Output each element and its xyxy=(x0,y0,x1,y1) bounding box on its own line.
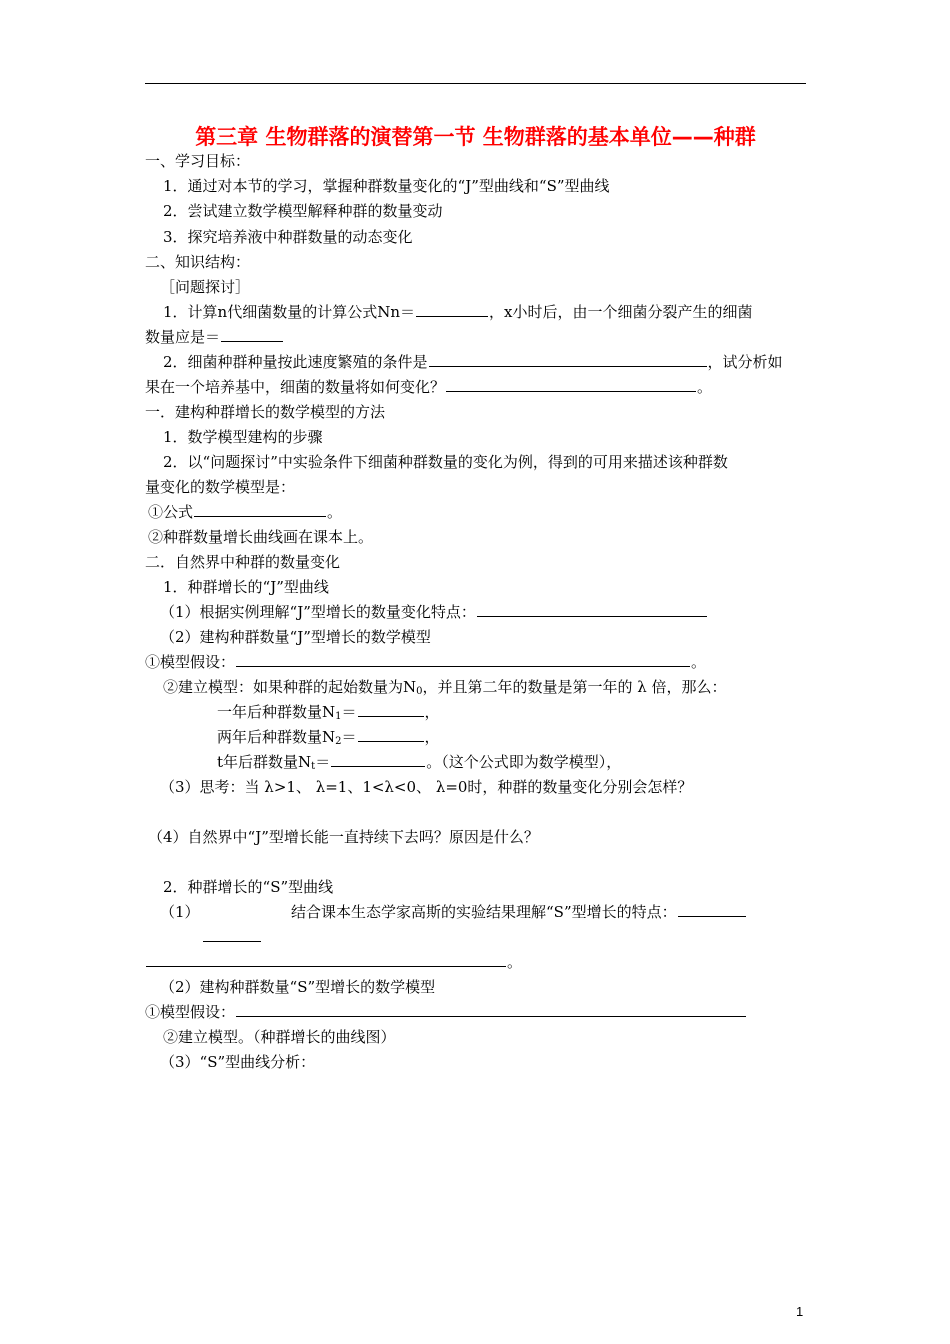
section-natural-change: 二．自然界中种群的数量变化 xyxy=(145,553,341,571)
t-year-line xyxy=(217,751,621,773)
answer-blank[interactable] xyxy=(477,601,707,617)
answer-blank[interactable] xyxy=(203,926,261,942)
period: 。 xyxy=(691,653,707,671)
answer-blank[interactable] xyxy=(678,901,746,917)
formula-note: 。（这个公式即为数学模型）， xyxy=(426,753,622,771)
subscript: t xyxy=(311,761,316,772)
section-model-method: 一．建构种群增长的数学模型的方法 xyxy=(145,403,386,421)
s-model-build: ②建立模型。（种群增长的曲线图） xyxy=(163,1028,396,1046)
question-1-line-2 xyxy=(145,326,284,348)
assumption-label: ①模型假设： xyxy=(145,1003,236,1021)
section-learning-goals: 一、学习目标： xyxy=(145,152,251,170)
question-1-text-2: 数量应是＝ xyxy=(145,328,221,346)
j-growth-question: （4）自然界中“J”型增长能一直持续下去吗？原因是什么？ xyxy=(148,828,539,846)
answer-blank[interactable] xyxy=(146,951,506,967)
question-2-text-cont: ，试分析如 xyxy=(707,353,783,371)
j-curve-heading: 1．种群增长的“J”型曲线 xyxy=(163,578,329,596)
period: 。 xyxy=(327,503,343,521)
answer-blank[interactable] xyxy=(429,351,707,367)
s-curve-heading: 2．种群增长的“S”型曲线 xyxy=(163,878,334,896)
comma: ， xyxy=(424,703,440,721)
j-model-build-line xyxy=(163,676,727,698)
s-curve-blank-line-3 xyxy=(145,951,522,973)
goal-1: 1．通过对本节的学习，掌握种群数量变化的“J”型曲线和“S”型曲线 xyxy=(163,177,610,195)
s-curve-feature-line xyxy=(160,901,200,923)
goal-3: 3．探究培养液中种群数量的动态变化 xyxy=(163,228,413,246)
j-model-assumption-line xyxy=(145,651,706,673)
s-curve-feature-text: 结合课本生态学家高斯的实验结果理解“S”型增长的特点： xyxy=(291,903,677,921)
answer-blank[interactable] xyxy=(236,651,690,667)
formula-label: ①公式 xyxy=(148,503,194,521)
j-curve-feature-line xyxy=(160,601,708,623)
item-example: 2．以“问题探讨”中实验条件下细菌种群数量的变化为例，得到的可用来描述该种群数 xyxy=(163,453,728,471)
answer-blank[interactable] xyxy=(194,501,326,517)
s-model-assumption-line xyxy=(145,1001,747,1023)
formula-line xyxy=(148,501,342,523)
answer-blank[interactable] xyxy=(331,751,425,767)
curve-note: ②种群数量增长曲线画在课本上。 xyxy=(148,528,374,546)
two-year-text: 两年后种群数量N xyxy=(217,728,336,746)
build-text: ②建立模型：如果种群的起始数量为N xyxy=(163,678,417,696)
think-question: （3）思考：当 λ>1、 λ=1、1<λ<0、 λ=0时，种群的数量变化分别会怎样？ xyxy=(160,778,693,796)
two-year-line xyxy=(217,726,440,748)
period: 。 xyxy=(507,953,523,971)
one-year-line xyxy=(217,701,440,723)
s-curve-feature-text-line xyxy=(291,901,747,923)
question-2-text-2: 果在一个培养基中，细菌的数量将如何变化？ xyxy=(145,378,446,396)
question-2-line-2 xyxy=(145,376,712,398)
question-1-text-cont: ，x小时后，由一个细菌分裂产生的细菌 xyxy=(489,303,753,321)
answer-blank[interactable] xyxy=(236,1001,746,1017)
question-2-text: 2．细菌种群种量按此速度繁殖的条件是 xyxy=(163,353,428,371)
j-curve-feature-text: （1）根据实例理解“J”型增长的数量变化特点： xyxy=(160,603,476,621)
document-title: 第三章 生物群落的演替第一节 生物群落的基本单位——种群 xyxy=(195,125,756,149)
subscript: 1 xyxy=(335,711,342,722)
answer-blank[interactable] xyxy=(358,726,424,742)
j-model-heading: （2）建构种群数量“J”型增长的数学模型 xyxy=(160,628,431,646)
question-2-line xyxy=(163,351,783,373)
one-year-text: 一年后种群数量N xyxy=(217,703,336,721)
problem-discussion-heading: ［问题探讨］ xyxy=(160,278,251,296)
equals: ＝ xyxy=(341,703,357,721)
equals: ＝ xyxy=(315,753,331,771)
item-number: （1） xyxy=(160,903,200,921)
s-curve-blank-line-2 xyxy=(202,926,262,948)
equals: ＝ xyxy=(341,728,357,746)
build-text-cont: ，并且第二年的数量是第一年的 λ 倍，那么： xyxy=(422,678,727,696)
t-year-text: t年后群数量N xyxy=(217,753,312,771)
answer-blank[interactable] xyxy=(358,701,424,717)
answer-blank[interactable] xyxy=(446,376,696,392)
period: 。 xyxy=(697,378,713,396)
subscript: 0 xyxy=(416,686,423,697)
page-number: 1 xyxy=(796,1304,804,1319)
answer-blank[interactable] xyxy=(221,326,283,342)
question-1-line xyxy=(163,301,752,323)
goal-2: 2．尝试建立数学模型解释种群的数量变动 xyxy=(163,202,443,220)
s-curve-analysis: （3）“S”型曲线分析： xyxy=(160,1053,316,1071)
question-1-text: 1．计算n代细菌数量的计算公式Nn＝ xyxy=(163,303,415,321)
comma: ， xyxy=(424,728,440,746)
section-knowledge-structure: 二、知识结构： xyxy=(145,253,251,271)
s-model-heading: （2）建构种群数量“S”型增长的数学模型 xyxy=(160,978,436,996)
header-rule xyxy=(145,83,806,84)
item-model-steps: 1．数学模型建构的步骤 xyxy=(163,428,323,446)
answer-blank[interactable] xyxy=(416,301,488,317)
item-example-cont: 量变化的数学模型是： xyxy=(145,478,296,496)
assumption-label: ①模型假设： xyxy=(145,653,236,671)
subscript: 2 xyxy=(335,736,342,747)
